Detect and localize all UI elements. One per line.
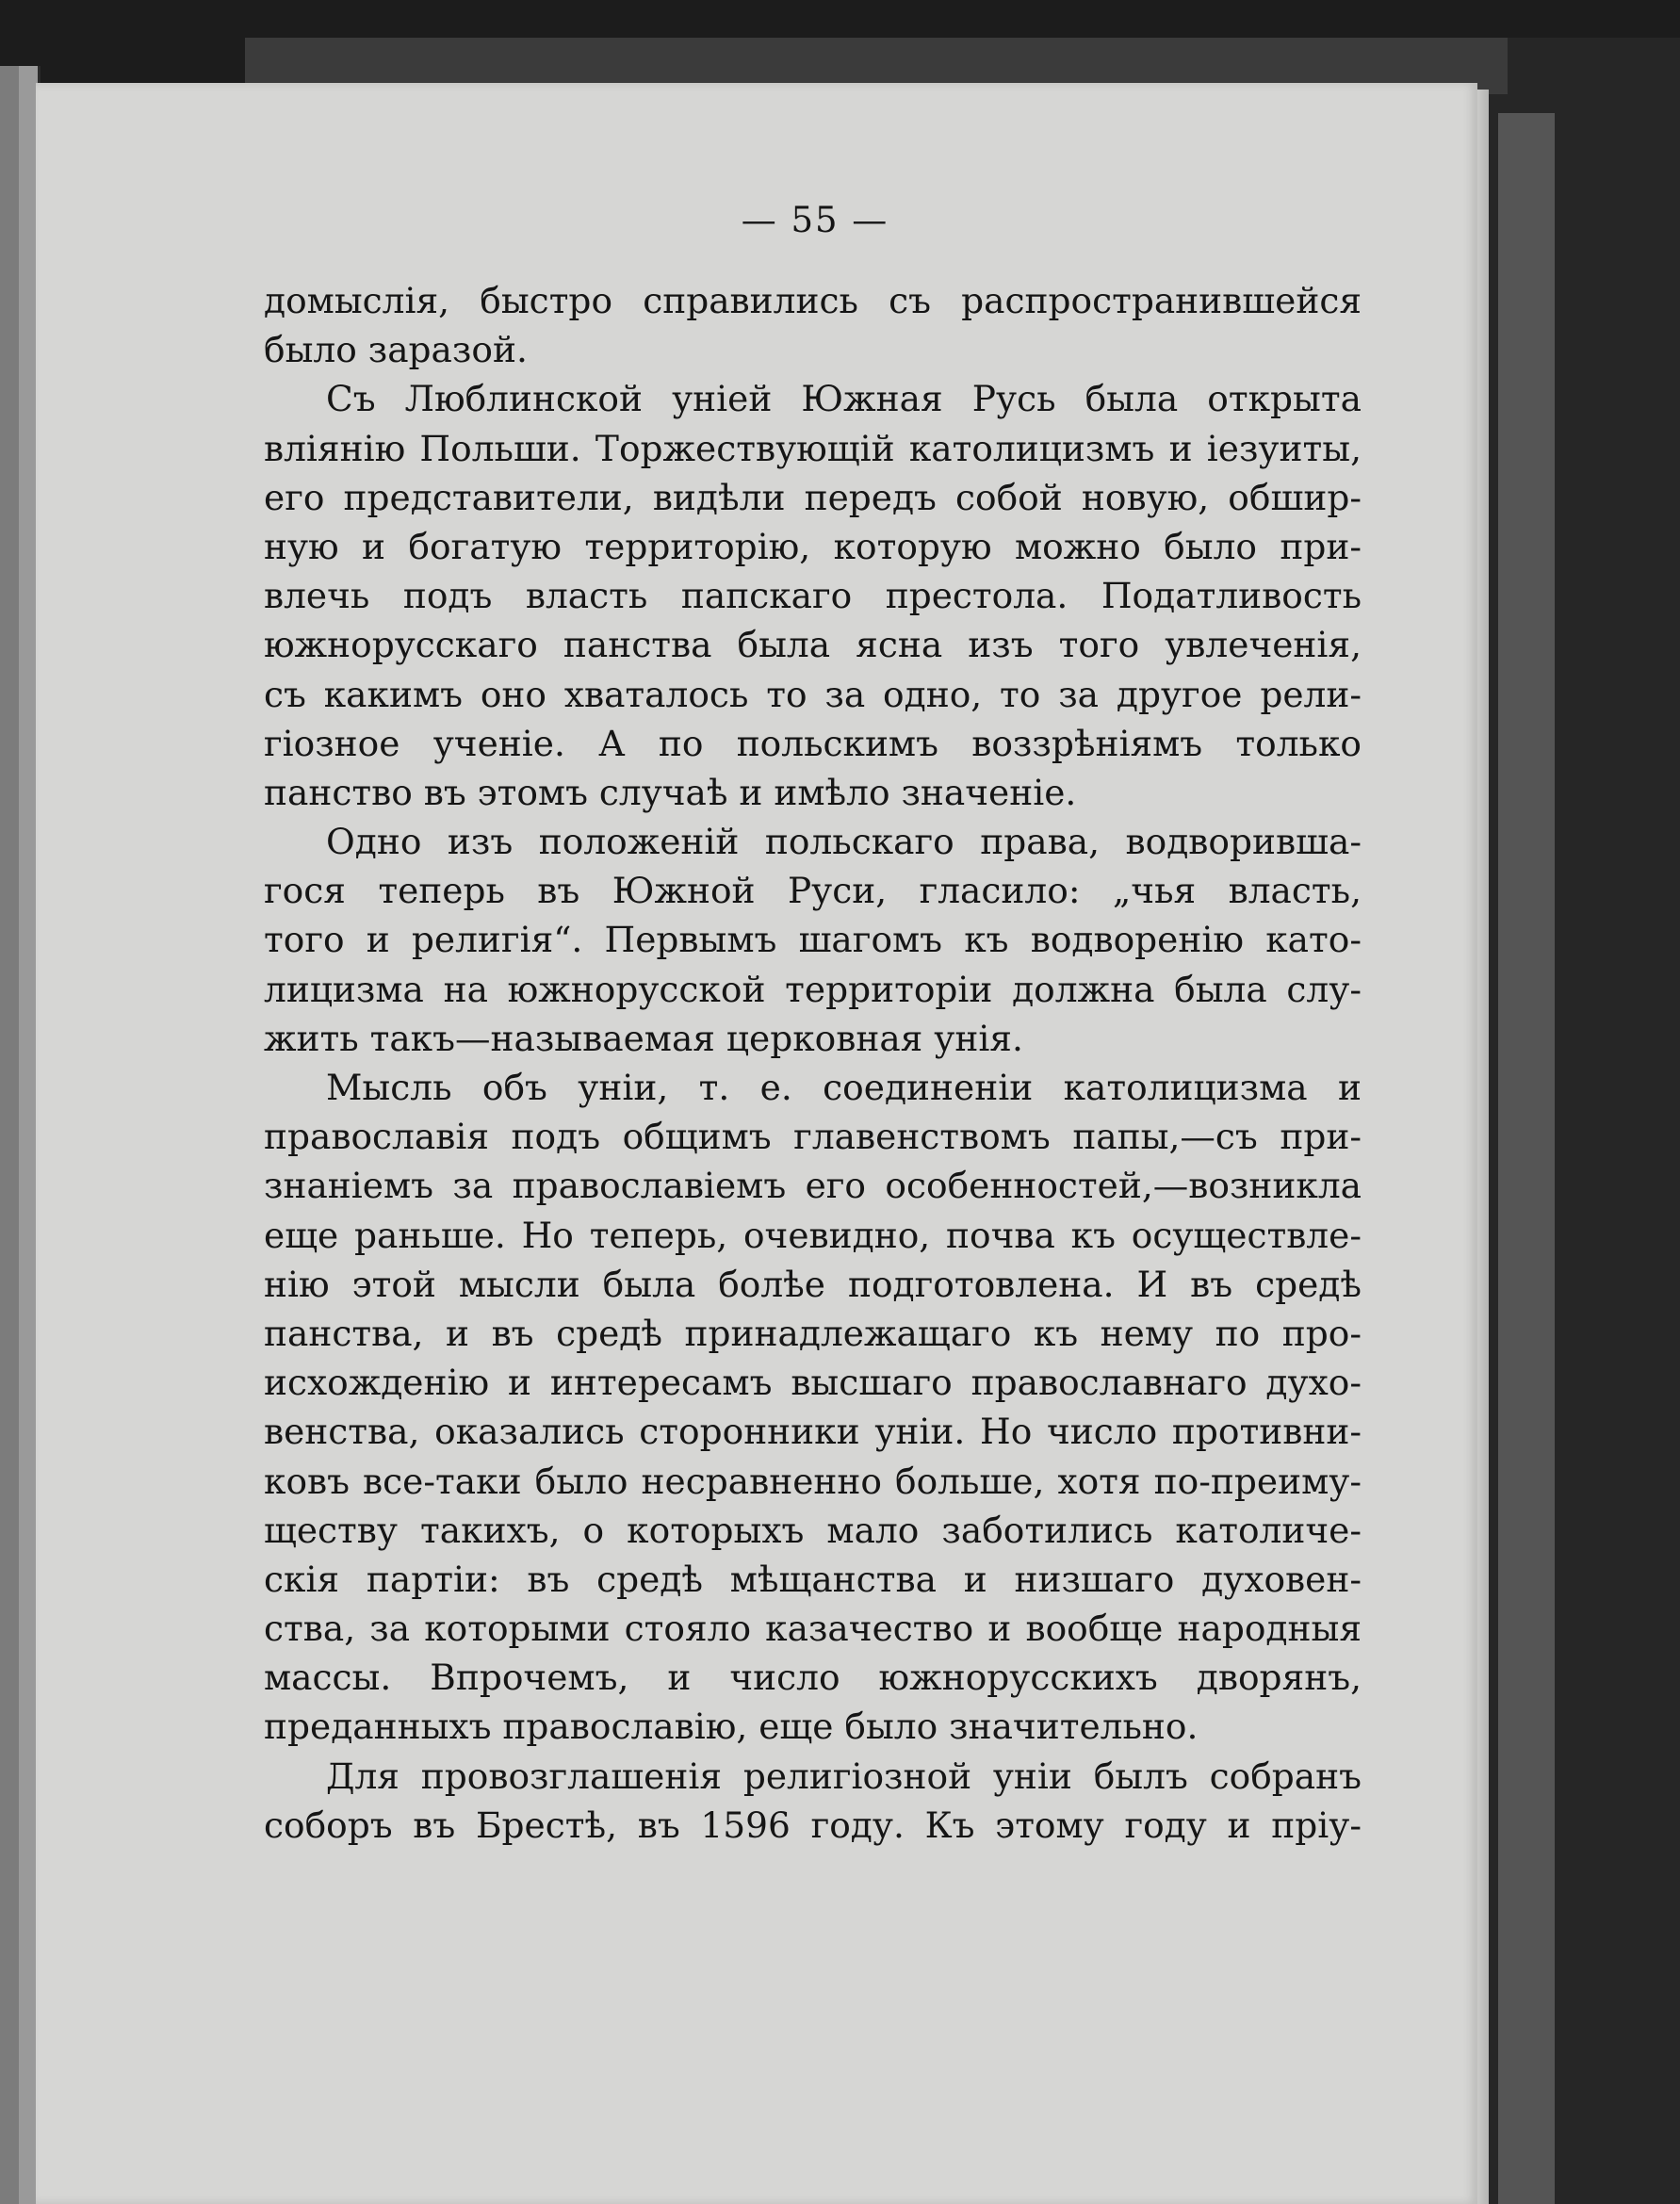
text-line: съ какимъ оно хваталось то за одно, то за другое рели-: [264, 673, 1362, 715]
text-line: Съ Люблинской уніей Южная Русь была открыта: [326, 378, 1362, 420]
text-line: нію этой мысли была болѣе подготовлена. И въ средѣ: [264, 1263, 1362, 1305]
text-line: исхожденію и интересамъ высшаго православнаго духо-: [264, 1362, 1362, 1404]
page-number: — 55 —: [741, 200, 889, 240]
body-text: [264, 276, 1362, 1850]
text-line: ную и богатую территорію, которую можно было при-: [264, 525, 1362, 567]
text-line: гіозное ученіе. А по польскимъ воззрѣніямъ только: [264, 722, 1362, 764]
text-line: панства, и въ средѣ принадлежащаго къ нему по про-: [264, 1312, 1362, 1354]
text-line: его представители, видѣли передъ собой новую, обшир-: [264, 476, 1362, 518]
facing-page-edge: [0, 66, 41, 2204]
text-line: Для провозглашенія религіозной уніи былъ собранъ: [326, 1755, 1362, 1797]
text-line: было заразой.: [264, 329, 528, 371]
text-line: Одно изъ положеній польскаго права, водворивша-: [326, 821, 1362, 863]
text-line: вліянію Польши. Торжествующій католицизмъ и іезуиты,: [264, 427, 1362, 469]
text-line: гося теперь въ Южной Руси, гласило: „чья власть,: [264, 870, 1362, 912]
text-line: венства, оказались сторонники уніи. Но число противни-: [264, 1411, 1362, 1453]
text-line: того и религія“. Первымъ шагомъ къ водворенію като-: [264, 919, 1362, 961]
text-line: преданныхъ православію, еще было значительно.: [264, 1706, 1199, 1748]
text-line: соборъ въ Брестѣ, въ 1596 году. Къ этому году и пріу-: [264, 1804, 1362, 1846]
text-line: еще раньше. Но теперь, очевидно, почва къ осуществле-: [264, 1214, 1362, 1256]
text-line: домыслія, быстро справились съ распространившейся: [264, 280, 1362, 321]
text-line: массы. Впрочемъ, и число южнорусскихъ дворянъ,: [264, 1657, 1362, 1699]
text-line: православія подъ общимъ главенствомъ папы,—съ при-: [264, 1116, 1362, 1158]
text-line: жить такъ—называемая церковная унія.: [264, 1017, 1023, 1059]
text-line: знаніемъ за православіемъ его особенностей,—возникла: [264, 1165, 1362, 1207]
text-line: скія партіи: въ средѣ мѣщанства и низшаго духовен-: [264, 1558, 1362, 1600]
book-cover-edge: [1498, 113, 1555, 2204]
text-line: влечь подъ власть папскаго престола. Податливость: [264, 575, 1362, 617]
text-line: ковъ все-таки было несравненно больше, хотя по-преиму-: [264, 1460, 1362, 1502]
text-line: Мысль объ уніи, т. е. соединеніи католицизма и: [326, 1067, 1362, 1108]
facing-page-shadow: [0, 66, 19, 2204]
text-line: панство въ этомъ случаѣ и имѣло значеніе.: [264, 771, 1077, 813]
text-line: ства, за которыми стояло казачество и вообще народныя: [264, 1608, 1362, 1650]
text-line: южнорусскаго панства была ясна изъ того увлеченія,: [264, 624, 1362, 666]
text-line: ществу такихъ, о которыхъ мало заботились католиче-: [264, 1509, 1362, 1551]
text-line: лицизма на южнорусской территоріи должна была слу-: [264, 968, 1362, 1010]
